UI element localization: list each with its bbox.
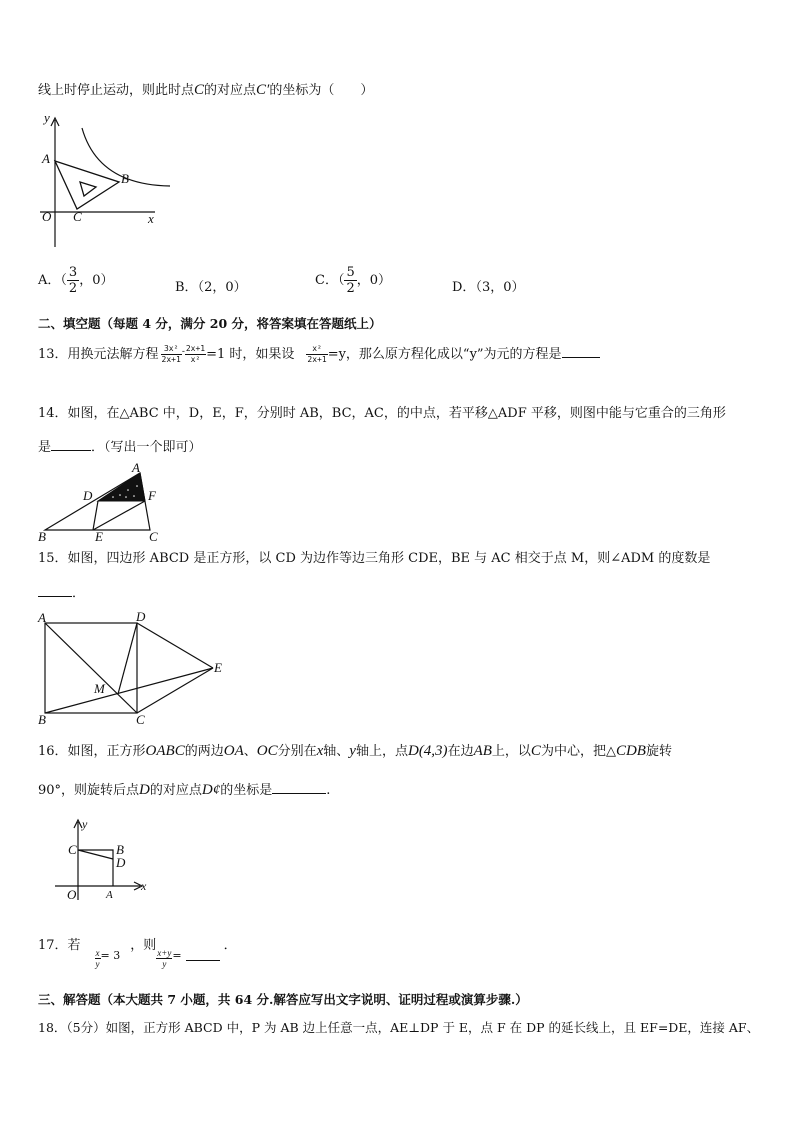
q14-label-f: F [148,488,156,503]
q17: 17．若 $\frac{x}{y}$ $_{= 3}$，则 $\frac{x+y}{y}$ $_=$． [38,938,237,969]
q15-label-d: D [136,609,146,624]
q12-option-c[interactable]: C．（ $\frac{5}{2}$ ，0） [315,265,392,296]
q12-tail: 线上时停止运动，则此时点C的对应点C′的坐标为（ ） [38,82,374,98]
q16-label-b: B [116,842,124,857]
q15-line2: ． [38,582,85,603]
q12-option-a[interactable]: A．（ $\frac{3}{2}$ ，0） [38,265,114,296]
q13: 13．用换元法解方程 $\frac{\text{3x²}}{2x+1}$ - $\frac{2x+1}{\text{x²}}$ =1 时，如果设 $\frac{\text{x²}}{2x+1}$ =y，那么原方程化成以“y”为元的方程是 [38,343,600,365]
q16-label-x: x [141,879,147,893]
q14-line1: 14．如图，在△ABC 中，D，E，F，分别时 AB，BC，AC，的中点，若平移△ADF 平移，则图中能与它重合的三角形 [38,406,726,421]
q12-label-y: y [44,110,50,125]
q14-label-e: E [95,529,103,544]
q14-label-b: B [38,529,46,544]
q12-option-b[interactable]: B．（2，0） [175,280,247,295]
q15-label-a: A [38,610,46,625]
q12-label-c: C [73,209,82,224]
q14-label-d: D [83,488,93,503]
q12-label-b: B [121,171,129,186]
q15-line1: 15．如图，四边形 ABCD 是正方形，以 CD 为边作等边三角形 CDE，BE 与 AC 相交于点 M，则∠ADM 的度数是 [38,551,711,566]
section2-heading: 二、填空题（每题 4 分，满分 20 分，将答案填在答题纸上） [38,316,382,331]
q16-label-o: O [67,887,77,902]
q16-label-d: D [116,855,126,870]
q14-line2: 是 ．（写出一个即可） [38,436,202,457]
q16-line1: 16．如图，正方形OABC的两边OA、OC分别在x轴、y轴上，点D(4,3)在边AB上，以C为中心，把△CDB旋转 [38,743,672,759]
section3-heading: 三、解答题（本大题共 7 小题，共 64 分.解答应写出文字说明、证明过程或演算步骤.） [38,992,528,1007]
q16-label-a: A [106,889,113,901]
q12-label-a: A [42,151,50,166]
q15-label-b: B [38,712,46,727]
q17-answer-blank[interactable] [186,946,220,961]
q18: 18．（5分）如图，正方形 ABCD 中，P 为 AB 边上任意一点，AE⊥DP 于 E，点 F 在 DP 的延长线上，且 EF=DE，连接 AF、 [38,1020,760,1035]
q16-label-y: y [82,817,88,831]
q14-label-c: C [149,529,158,544]
q14-label-a: A [132,460,140,475]
q12-label-x: x [148,211,154,226]
q12-label-o: O [42,209,52,224]
q16-line2: 90°，则旋转后点D的对应点D¢的坐标是 . [38,779,330,800]
q16-label-c: C [68,842,77,857]
q15-label-c: C [136,712,145,727]
q12-option-d[interactable]: D．（3，0） [452,280,525,295]
q15-label-m: M [94,681,105,696]
q15-label-e: E [214,660,222,675]
